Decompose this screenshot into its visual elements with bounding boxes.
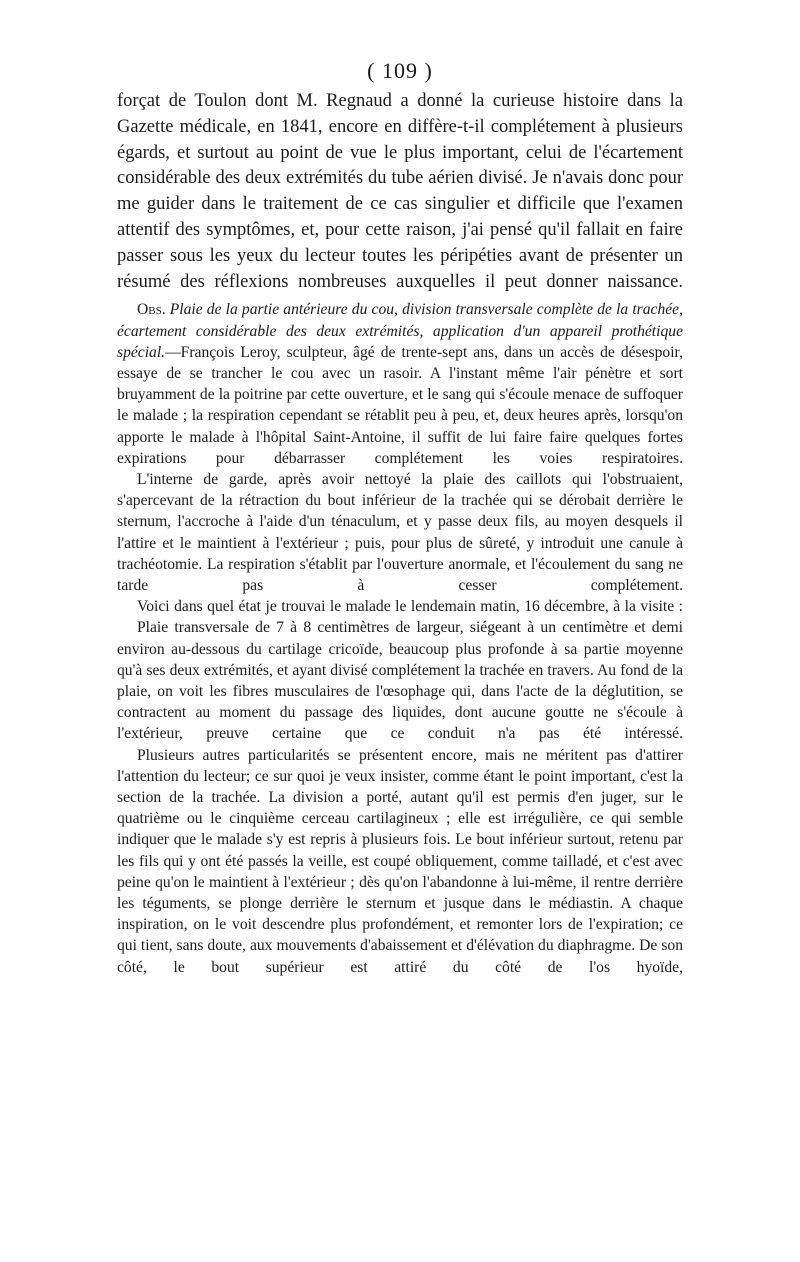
page-number: ( 109 ) [367, 58, 433, 83]
paragraph-visite: Voici dans quel état je trouvai le malade le lendemain matin, 16 décembre, à la visite : [137, 598, 683, 616]
observation-label: Obs. [137, 301, 166, 319]
observation-paragraph [117, 299, 683, 469]
paragraph-particularites: Plusieurs autres particularités se présentent encore, mais ne méritent pas d'attirer l'attention du lecteur; ce sur quoi je veux insister, comme étant le point important, c'est la section de la trachée. La division a porté, autant qu'il est permis d'en juger, sur le quatrième ou le cinquième cerceau cartilagineux ; elle est irrégulière, ce qui semble indiquer que le malade s'y est repris à plusieurs fois. Le bout inférieur surtout, retenu par les fils qui y ont été passés la veille, est coupé obliquement, comme tailladé, et c'est avec peine qu'on le maintient à l'extérieur ; dès qu'on l'abandonne à lui-même, il rentre derrière les téguments, se plonge derrière le sternum et jusque dans le médiastin. A chaque inspiration, on le voit descendre plus profondément, et remonter lors de l'expiration; ce qui tient, sans doute, aux mouvements d'abaissement et d'élévation du diaphragme. De son côté, le bout supérieur est attiré du côté de l'os hyoïde, [117, 746, 683, 976]
paragraph-interne: L'interne de garde, après avoir nettoyé la plaie des caillots qui l'obstruaient, s'apercevant de la rétraction du bout inférieur de la trachée qui se dérobait derrière le sternum, l'accroche à l'aide d'un ténaculum, et y passe deux fils, au moyen desquels il l'attire et le maintient à l'extérieur ; puis, pour plus de sûreté, y introduit une canule à trachéotomie. La respiration s'établit par l'ouverture anormale, et l'écoulement du sang ne tarde pas à cesser complétement. [117, 471, 683, 595]
observation-title: Plaie de la partie antérieure du cou, division transversale complète de la trachée, écartement considérable des deux extrémités, application d'un appareil prothétique spécial. [117, 301, 683, 361]
page-body [117, 89, 683, 978]
observation-text: —François Leroy, sculpteur, âgé de trente-sept ans, dans un accès de désespoir, essaye de se trancher le cou avec un rasoir. A l'instant même l'air pénètre et sort bruyamment de la poitrine par cette ouverture, et le sang qui s'écoule menace de suffoquer le malade ; la respiration cependant se rétablit peu à peu, et, deux heures après, lorsqu'on apporte le malade à l'hôpital Saint-Antoine, il suffit de lui faire faire quelques fortes expirations pour débarrasser complétement les voies respiratoires. [117, 343, 683, 467]
paragraph-continuation: forçat de Toulon dont M. Regnaud a donné la curieuse histoire dans la Gazette médicale, en 1841, encore en diffère-t-il complétement à plusieurs égards, et surtout au point de vue le plus important, celui de l'écartement considérable des deux extrémités du tube aérien divisé. Je n'avais donc pour me guider dans le traitement de ce cas singulier et difficile que l'examen attentif des symptômes, et, pour cette raison, j'ai pensé qu'il fallait en faire passer sous les yeux du lecteur toutes les péripéties avant de présenter un résumé des réflexions nombreuses auxquelles il peut donner naissance. [117, 91, 683, 292]
paragraph-plaie: Plaie transversale de 7 à 8 centimètres de largeur, siégeant à un centimètre et demi environ au-dessous du cartilage cricoïde, beaucoup plus profonde à sa partie moyenne qu'à ses deux extrémités, et ayant divisé complétement la trachée en travers. Au fond de la plaie, on voit les fibres musculaires de l'œsophage qui, dans l'acte de la déglutition, se contractent au moment du passage des liquides, dont aucune goutte ne s'écoule à l'extérieur, preuve certaine que ce conduit n'a pas été intéressé. [117, 619, 683, 743]
